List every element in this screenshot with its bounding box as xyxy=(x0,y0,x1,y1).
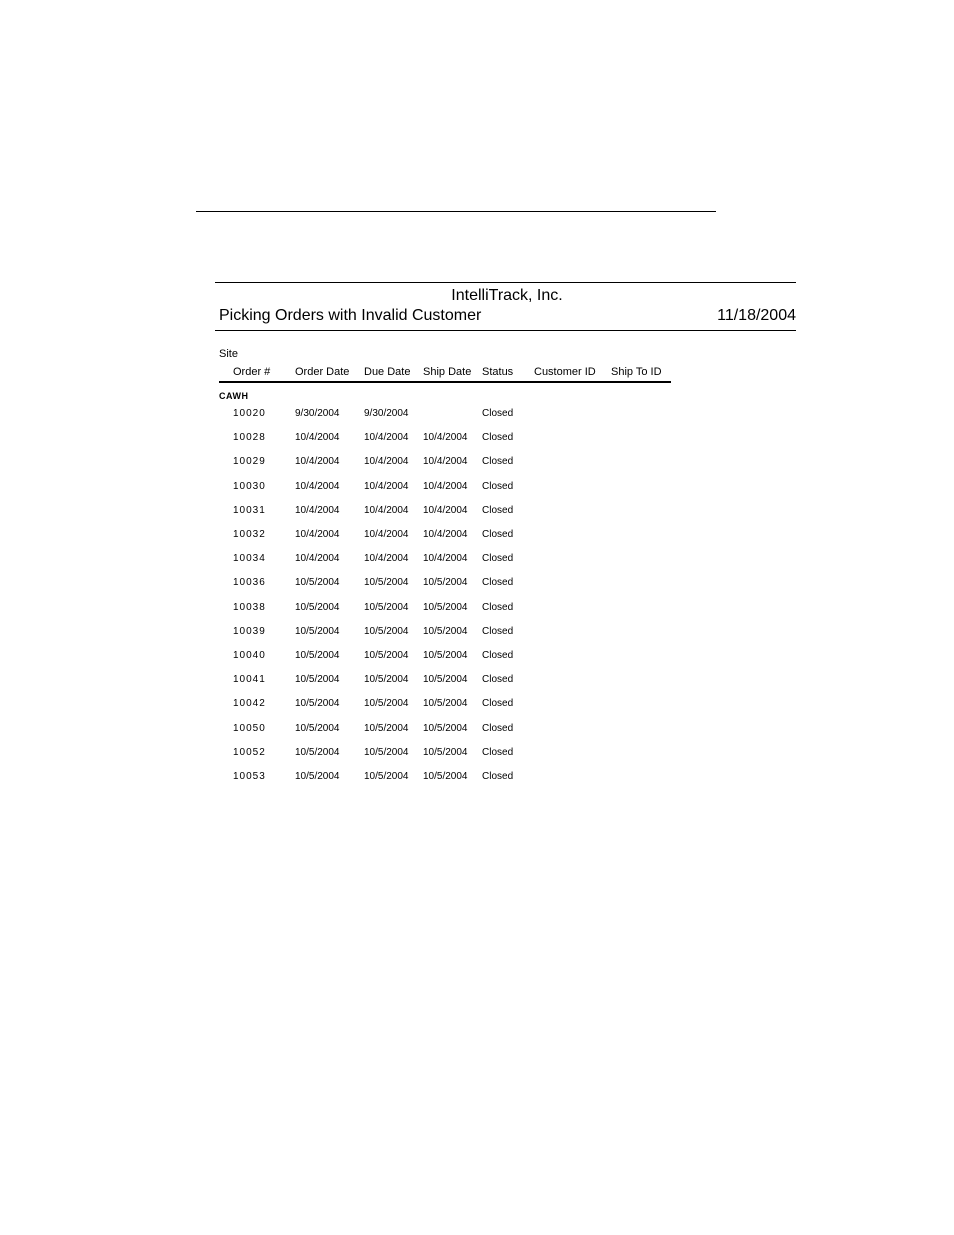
column-header-site: Site xyxy=(219,348,238,360)
order-number-cell: 10036 xyxy=(233,577,266,588)
due-date-cell: 10/5/2004 xyxy=(364,626,409,637)
table-row xyxy=(0,432,954,446)
column-header-order: Order # xyxy=(233,366,271,378)
status-cell: Closed xyxy=(482,432,514,443)
status-cell: Closed xyxy=(482,698,514,709)
order-date-cell: 10/5/2004 xyxy=(295,674,340,685)
ship-date-cell: 10/5/2004 xyxy=(423,626,468,637)
table-row xyxy=(0,626,954,640)
report-title: Picking Orders with Invalid Customer xyxy=(219,307,482,324)
order-date-cell: 10/4/2004 xyxy=(295,505,340,516)
header-top-divider xyxy=(215,282,796,283)
ship-date-cell: 10/5/2004 xyxy=(423,723,468,734)
column-header-order-date: Order Date xyxy=(295,366,350,378)
ship-date-cell: 10/4/2004 xyxy=(423,432,468,443)
order-date-cell: 10/4/2004 xyxy=(295,553,340,564)
column-header-customer-id: Customer ID xyxy=(534,366,596,378)
order-date-cell: 10/5/2004 xyxy=(295,723,340,734)
status-cell: Closed xyxy=(482,553,514,564)
ship-date-cell: 10/4/2004 xyxy=(423,529,468,540)
due-date-cell: 10/5/2004 xyxy=(364,674,409,685)
due-date-cell: 10/5/2004 xyxy=(364,602,409,613)
page-top-divider xyxy=(196,211,716,212)
table-row xyxy=(0,723,954,737)
table-row xyxy=(0,408,954,422)
table-row xyxy=(0,553,954,567)
order-date-cell: 10/5/2004 xyxy=(295,626,340,637)
status-cell: Closed xyxy=(482,723,514,734)
ship-date-cell: 10/4/2004 xyxy=(423,505,468,516)
order-date-cell: 10/5/2004 xyxy=(295,747,340,758)
table-row xyxy=(0,529,954,543)
due-date-cell: 10/4/2004 xyxy=(364,553,409,564)
site-group-label: CAWH xyxy=(219,391,249,401)
company-name: IntelliTrack, Inc. xyxy=(451,287,563,304)
ship-date-cell: 10/5/2004 xyxy=(423,602,468,613)
column-header-divider xyxy=(219,381,671,383)
header-bottom-divider xyxy=(215,330,796,331)
order-number-cell: 10053 xyxy=(233,771,266,782)
ship-date-cell: 10/4/2004 xyxy=(423,456,468,467)
order-number-cell: 10020 xyxy=(233,408,266,419)
order-number-cell: 10030 xyxy=(233,481,266,492)
order-date-cell: 10/4/2004 xyxy=(295,529,340,540)
order-date-cell: 10/5/2004 xyxy=(295,577,340,588)
order-date-cell: 10/4/2004 xyxy=(295,432,340,443)
status-cell: Closed xyxy=(482,505,514,516)
column-header-status: Status xyxy=(482,366,514,378)
ship-date-cell: 10/5/2004 xyxy=(423,698,468,709)
order-number-cell: 10029 xyxy=(233,456,266,467)
status-cell: Closed xyxy=(482,747,514,758)
order-number-cell: 10039 xyxy=(233,626,266,637)
column-header-ship-to-id: Ship To ID xyxy=(611,366,662,378)
order-number-cell: 10032 xyxy=(233,529,266,540)
table-row xyxy=(0,456,954,470)
due-date-cell: 10/5/2004 xyxy=(364,747,409,758)
status-cell: Closed xyxy=(482,771,514,782)
ship-date-cell: 10/5/2004 xyxy=(423,577,468,588)
order-number-cell: 10050 xyxy=(233,723,266,734)
status-cell: Closed xyxy=(482,456,514,467)
due-date-cell: 10/5/2004 xyxy=(364,577,409,588)
due-date-cell: 10/4/2004 xyxy=(364,432,409,443)
order-number-cell: 10042 xyxy=(233,698,266,709)
order-date-cell: 10/4/2004 xyxy=(295,456,340,467)
due-date-cell: 10/4/2004 xyxy=(364,481,409,492)
order-date-cell: 10/5/2004 xyxy=(295,771,340,782)
table-row xyxy=(0,771,954,785)
order-date-cell: 10/5/2004 xyxy=(295,698,340,709)
status-cell: Closed xyxy=(482,650,514,661)
order-date-cell: 10/4/2004 xyxy=(295,481,340,492)
ship-date-cell: 10/5/2004 xyxy=(423,650,468,661)
table-row xyxy=(0,674,954,688)
due-date-cell: 10/5/2004 xyxy=(364,698,409,709)
due-date-cell: 10/5/2004 xyxy=(364,771,409,782)
status-cell: Closed xyxy=(482,577,514,588)
order-number-cell: 10034 xyxy=(233,553,266,564)
status-cell: Closed xyxy=(482,626,514,637)
order-date-cell: 9/30/2004 xyxy=(295,408,340,419)
column-header-ship-date: Ship Date xyxy=(423,366,472,378)
order-date-cell: 10/5/2004 xyxy=(295,650,340,661)
table-row xyxy=(0,698,954,712)
due-date-cell: 10/4/2004 xyxy=(364,505,409,516)
status-cell: Closed xyxy=(482,602,514,613)
order-number-cell: 10028 xyxy=(233,432,266,443)
due-date-cell: 10/4/2004 xyxy=(364,456,409,467)
table-row xyxy=(0,650,954,664)
order-number-cell: 10041 xyxy=(233,674,266,685)
status-cell: Closed xyxy=(482,481,514,492)
table-row xyxy=(0,505,954,519)
ship-date-cell: 10/5/2004 xyxy=(423,771,468,782)
ship-date-cell: 10/4/2004 xyxy=(423,481,468,492)
table-row xyxy=(0,602,954,616)
table-row xyxy=(0,747,954,761)
ship-date-cell: 10/5/2004 xyxy=(423,747,468,758)
report-date: 11/18/2004 xyxy=(717,307,796,324)
order-number-cell: 10031 xyxy=(233,505,266,516)
order-number-cell: 10040 xyxy=(233,650,266,661)
due-date-cell: 10/4/2004 xyxy=(364,529,409,540)
status-cell: Closed xyxy=(482,408,514,419)
status-cell: Closed xyxy=(482,674,514,685)
table-row xyxy=(0,481,954,495)
order-number-cell: 10038 xyxy=(233,602,266,613)
due-date-cell: 10/5/2004 xyxy=(364,723,409,734)
ship-date-cell: 10/5/2004 xyxy=(423,674,468,685)
table-row xyxy=(0,577,954,591)
order-number-cell: 10052 xyxy=(233,747,266,758)
status-cell: Closed xyxy=(482,529,514,540)
ship-date-cell: 10/4/2004 xyxy=(423,553,468,564)
order-date-cell: 10/5/2004 xyxy=(295,602,340,613)
due-date-cell: 10/5/2004 xyxy=(364,650,409,661)
due-date-cell: 9/30/2004 xyxy=(364,408,409,419)
column-header-due-date: Due Date xyxy=(364,366,411,378)
